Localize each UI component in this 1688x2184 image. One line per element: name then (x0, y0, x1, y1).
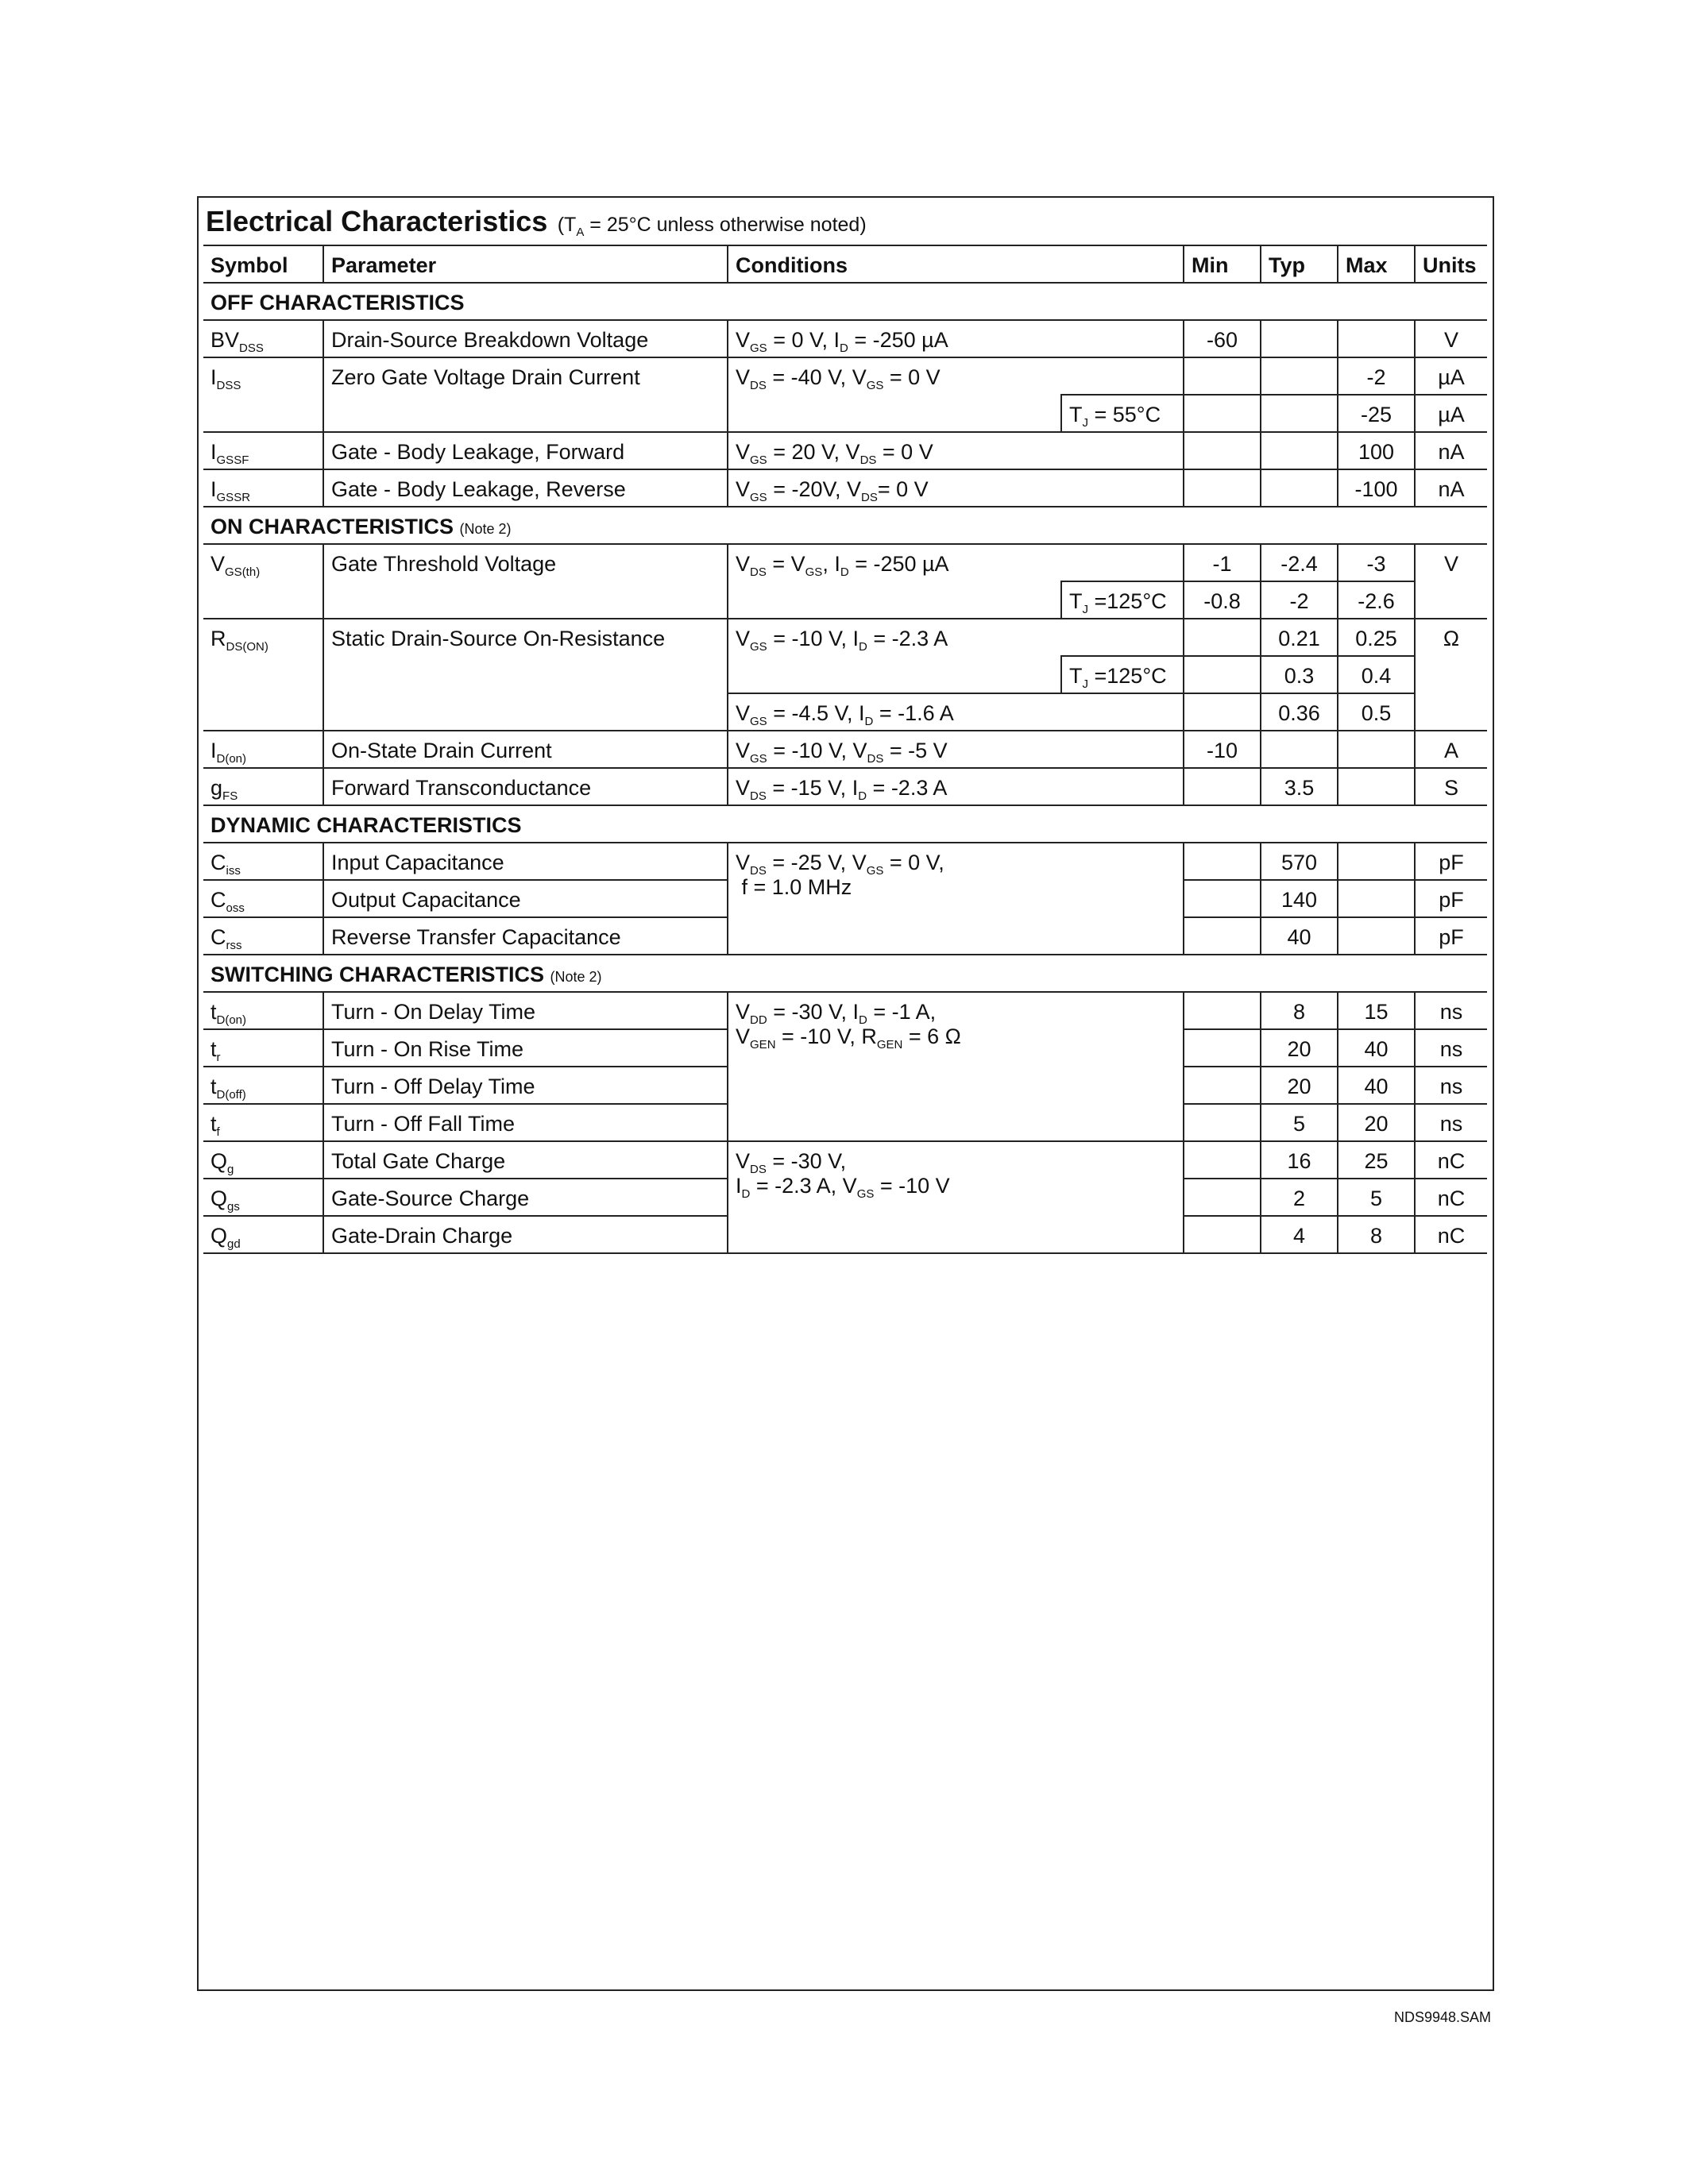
typ-cell: -2 (1261, 581, 1338, 619)
max-cell: 20 (1338, 1104, 1415, 1141)
symbol-cell: $t_r$ (203, 1029, 323, 1067)
units-cell: S (1415, 768, 1487, 805)
section-heading: OFF CHARACTERISTICS (203, 283, 1487, 320)
symbol-cell: $Q_g$ (203, 1141, 323, 1179)
units-cell: nA (1415, 469, 1487, 507)
parameter-cell: Gate-Source Charge (323, 1179, 728, 1216)
min-cell (1184, 1179, 1261, 1216)
typ-cell: 16 (1261, 1141, 1338, 1179)
min-cell (1184, 432, 1261, 469)
max-cell: -25 (1338, 395, 1415, 432)
parameter-cell: On-State Drain Current (323, 731, 728, 768)
conditions-cell: $V_{DS} = -30$ V, $I_D = -2.3$ A, $V_{GS} = -10$ V (728, 1141, 1184, 1253)
max-cell: 5 (1338, 1179, 1415, 1216)
max-cell: 0.25 (1338, 619, 1415, 656)
parameter-cell: Turn - Off Fall Time (323, 1104, 728, 1141)
parameter-cell: Turn - On Delay Time (323, 992, 728, 1029)
units-cell: pF (1415, 843, 1487, 880)
typ-cell (1261, 731, 1338, 768)
min-cell: -10 (1184, 731, 1261, 768)
table-row (203, 320, 1487, 357)
conditions-cell: $T_J =125^\circ C$ (1061, 581, 1184, 619)
table-row (203, 469, 1487, 507)
max-cell: 40 (1338, 1029, 1415, 1067)
column-header: Typ (1261, 245, 1338, 283)
parameter-cell: Gate Threshold Voltage (323, 544, 728, 619)
title-condition-note: ($T_A = 25^\circ C$ unless otherwise noted) (557, 214, 867, 239)
parameter-cell: Zero Gate Voltage Drain Current (323, 357, 728, 432)
max-cell: -100 (1338, 469, 1415, 507)
typ-cell: 3.5 (1261, 768, 1338, 805)
column-header: Min (1184, 245, 1261, 283)
units-cell: ns (1415, 1029, 1487, 1067)
min-cell (1184, 1067, 1261, 1104)
typ-cell (1261, 357, 1338, 395)
parameter-cell: Input Capacitance (323, 843, 728, 880)
conditions-cell: $V_{GS} = 0$ V, $I_D = -250$ µA (728, 320, 1184, 357)
table-header-row (203, 245, 1487, 283)
symbol-cell: $I_{GSSR}$ (203, 469, 323, 507)
min-cell: -0.8 (1184, 581, 1261, 619)
min-cell (1184, 619, 1261, 656)
typ-cell: 2 (1261, 1179, 1338, 1216)
table-row (203, 992, 1487, 1029)
symbol-cell: $I_{D(on)}$ (203, 731, 323, 768)
min-cell (1184, 395, 1261, 432)
min-cell: -1 (1184, 544, 1261, 581)
min-cell (1184, 656, 1261, 693)
parameter-cell: Gate - Body Leakage, Forward (323, 432, 728, 469)
min-cell (1184, 917, 1261, 955)
symbol-cell: $V_{GS(th)}$ (203, 544, 323, 619)
table-row (203, 768, 1487, 805)
table-row (203, 843, 1487, 880)
max-cell: -2.6 (1338, 581, 1415, 619)
parameter-cell: Output Capacitance (323, 880, 728, 917)
typ-cell (1261, 320, 1338, 357)
typ-cell: 20 (1261, 1029, 1338, 1067)
max-cell (1338, 880, 1415, 917)
units-cell: A (1415, 731, 1487, 768)
max-cell (1338, 768, 1415, 805)
symbol-cell: $t_{D(on)}$ (203, 992, 323, 1029)
conditions-cell: $V_{GS} = -10$ V, $V_{DS} = -5$ V (728, 731, 1184, 768)
min-cell (1184, 1141, 1261, 1179)
min-cell (1184, 992, 1261, 1029)
min-cell (1184, 357, 1261, 395)
symbol-cell: $C_{iss}$ (203, 843, 323, 880)
min-cell (1184, 768, 1261, 805)
conditions-cell: $T_J =125^\circ C$ (1061, 656, 1184, 693)
min-cell (1184, 843, 1261, 880)
units-cell: pF (1415, 917, 1487, 955)
max-cell: 25 (1338, 1141, 1415, 1179)
symbol-cell: $Q_{gs}$ (203, 1179, 323, 1216)
units-cell: ns (1415, 1104, 1487, 1141)
symbol-cell: $Q_{gd}$ (203, 1216, 323, 1253)
column-header: Units (1415, 245, 1487, 283)
characteristics-frame (197, 196, 1494, 1991)
conditions-cell: $V_{DS} = V_{GS}$, $I_D = -250$ µA (728, 544, 1184, 581)
conditions-cell: $V_{DD} = -30$ V, $I_D = -1$ A, $V_{GEN} = -10$ V, $R_{GEN} = 6$ Ω (728, 992, 1184, 1141)
typ-cell: 40 (1261, 917, 1338, 955)
units-cell: µA (1415, 357, 1487, 395)
parameter-cell: Static Drain-Source On-Resistance (323, 619, 728, 731)
symbol-cell: $g_{FS}$ (203, 768, 323, 805)
min-cell (1184, 1104, 1261, 1141)
parameter-cell: Gate-Drain Charge (323, 1216, 728, 1253)
table-row (203, 731, 1487, 768)
typ-cell (1261, 432, 1338, 469)
table-row (203, 357, 1487, 395)
typ-cell: 4 (1261, 1216, 1338, 1253)
parameter-cell: Total Gate Charge (323, 1141, 728, 1179)
units-cell: V (1415, 320, 1487, 357)
units-cell: nC (1415, 1141, 1487, 1179)
section-heading: SWITCHING CHARACTERISTICS (Note 2) (203, 955, 1487, 992)
conditions-cell: $V_{GS} = -10$ V, $I_D = -2.3$ A (728, 619, 1184, 656)
max-cell: 0.5 (1338, 693, 1415, 731)
min-cell (1184, 469, 1261, 507)
typ-cell: 20 (1261, 1067, 1338, 1104)
min-cell (1184, 880, 1261, 917)
parameter-cell: Turn - On Rise Time (323, 1029, 728, 1067)
symbol-cell: $I_{GSSF}$ (203, 432, 323, 469)
column-header: Symbol (203, 245, 323, 283)
typ-cell: 0.21 (1261, 619, 1338, 656)
column-header: Max (1338, 245, 1415, 283)
table-row (203, 805, 1487, 843)
max-cell (1338, 843, 1415, 880)
units-cell: nC (1415, 1179, 1487, 1216)
symbol-cell: $t_{D(off)}$ (203, 1067, 323, 1104)
parameter-cell: Reverse Transfer Capacitance (323, 917, 728, 955)
units-cell: nA (1415, 432, 1487, 469)
max-cell: 100 (1338, 432, 1415, 469)
max-cell: 8 (1338, 1216, 1415, 1253)
symbol-cell: $C_{rss}$ (203, 917, 323, 955)
typ-cell: 570 (1261, 843, 1338, 880)
units-cell: pF (1415, 880, 1487, 917)
units-cell: nC (1415, 1216, 1487, 1253)
typ-cell: 8 (1261, 992, 1338, 1029)
table-row (203, 955, 1487, 992)
max-cell (1338, 731, 1415, 768)
parameter-cell: Drain-Source Breakdown Voltage (323, 320, 728, 357)
conditions-cell: $V_{GS} = -20V$, $V_{DS}= 0$ V (728, 469, 1184, 507)
section-heading: ON CHARACTERISTICS (Note 2) (203, 507, 1487, 544)
units-cell: ns (1415, 992, 1487, 1029)
max-cell: -3 (1338, 544, 1415, 581)
symbol-cell: $I_{DSS}$ (203, 357, 323, 432)
table-row (203, 507, 1487, 544)
max-cell: -2 (1338, 357, 1415, 395)
max-cell: 40 (1338, 1067, 1415, 1104)
conditions-cell: $V_{DS} = -40$ V, $V_{GS} = 0$ V (728, 357, 1184, 395)
typ-cell (1261, 469, 1338, 507)
min-cell (1184, 1216, 1261, 1253)
symbol-cell: $C_{oss}$ (203, 880, 323, 917)
max-cell: 0.4 (1338, 656, 1415, 693)
typ-cell: 0.3 (1261, 656, 1338, 693)
min-cell (1184, 1029, 1261, 1067)
table-row (203, 1141, 1487, 1179)
table-row (203, 544, 1487, 581)
electrical-characteristics-table (203, 245, 1487, 1254)
max-cell (1338, 917, 1415, 955)
typ-cell: -2.4 (1261, 544, 1338, 581)
symbol-cell: $R_{DS(ON)}$ (203, 619, 323, 731)
conditions-cell: $T_J = 55^\circ C$ (1061, 395, 1184, 432)
symbol-cell: $BV_{DSS}$ (203, 320, 323, 357)
conditions-cell: $V_{GS} = -4.5$ V, $I_D = -1.6$ A (728, 693, 1184, 731)
typ-cell (1261, 395, 1338, 432)
conditions-cell: $V_{GS} = 20$ V, $V_{DS} = 0$ V (728, 432, 1184, 469)
parameter-cell: Gate - Body Leakage, Reverse (323, 469, 728, 507)
table-row (203, 283, 1487, 320)
min-cell: -60 (1184, 320, 1261, 357)
max-cell: 15 (1338, 992, 1415, 1029)
units-cell: Ω (1415, 619, 1487, 731)
conditions-cell: $V_{DS} = -15$ V, $I_D = -2.3$ A (728, 768, 1184, 805)
min-cell (1184, 693, 1261, 731)
title-line (206, 205, 867, 238)
units-cell: ns (1415, 1067, 1487, 1104)
column-header: Conditions (728, 245, 1184, 283)
units-cell: V (1415, 544, 1487, 619)
parameter-cell: Forward Transconductance (323, 768, 728, 805)
parameter-cell: Turn - Off Delay Time (323, 1067, 728, 1104)
typ-cell: 5 (1261, 1104, 1338, 1141)
page-title: Electrical Characteristics (206, 205, 548, 237)
document-reference: NDS9948.SAM (1394, 2009, 1492, 2025)
max-cell (1338, 320, 1415, 357)
symbol-cell: $t_f$ (203, 1104, 323, 1141)
units-cell: µA (1415, 395, 1487, 432)
table-row (203, 432, 1487, 469)
typ-cell: 0.36 (1261, 693, 1338, 731)
table-row (203, 619, 1487, 656)
conditions-cell: $V_{DS} = -25$ V, $V_{GS} = 0$ V, f = 1.0 MHz (728, 843, 1184, 955)
section-heading: DYNAMIC CHARACTERISTICS (203, 805, 1487, 843)
column-header: Parameter (323, 245, 728, 283)
typ-cell: 140 (1261, 880, 1338, 917)
